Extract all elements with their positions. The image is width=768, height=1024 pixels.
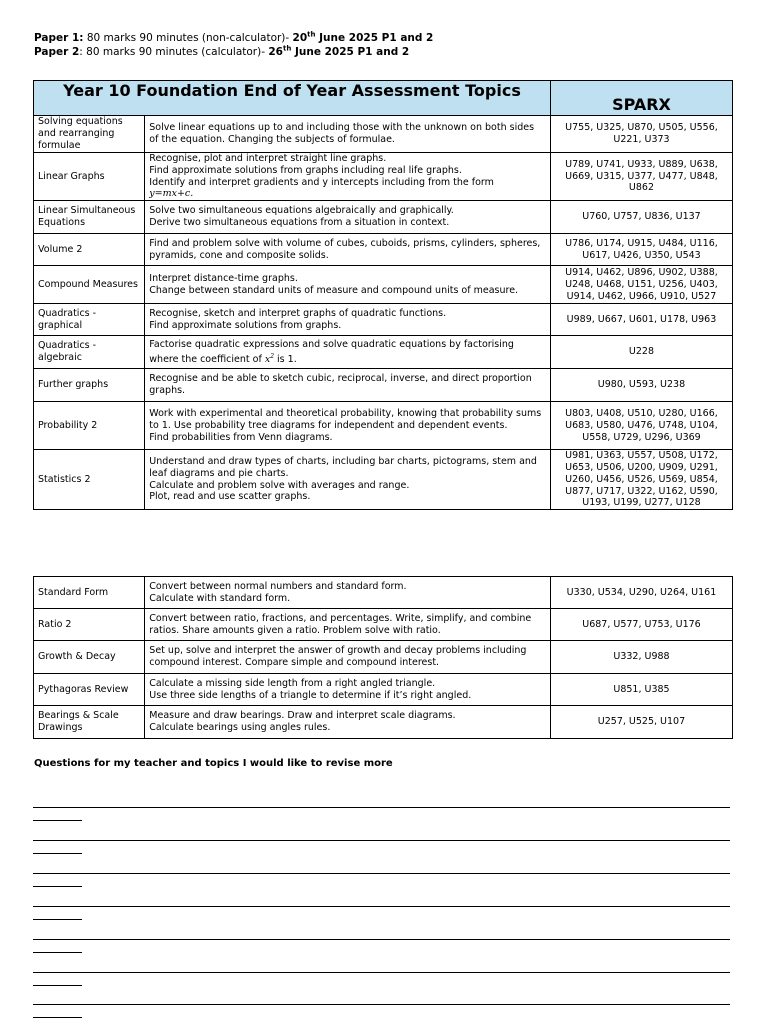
topic-row: [34, 116, 733, 153]
writing-line-end: [33, 985, 82, 986]
writing-line: [33, 873, 730, 874]
math-variable: $x^2$: [264, 352, 275, 365]
paper1-label: Paper 1:: [34, 32, 84, 44]
description-line: Convert between normal numbers and standard form.: [149, 580, 407, 592]
description-line: Use three side lengths of a triangle to determine if it’s right angled.: [149, 689, 472, 701]
paper1-text: 80 marks 90 minutes (non-calculator)-: [83, 32, 293, 44]
paper2-date: 26: [268, 46, 283, 58]
topic-row: [34, 234, 733, 266]
description-line: Solve linear equations up to and including those with the unknown on both sides of the equation. Changing the subjects of formulae.: [149, 122, 535, 145]
writing-line: [33, 906, 730, 907]
topic-name: Compound Measures: [34, 266, 145, 304]
topic-description: [145, 577, 551, 609]
topic-name: Statistics 2: [34, 450, 145, 510]
sparx-codes: U257, U525, U107: [550, 706, 732, 739]
topic-description: [145, 153, 551, 201]
sparx-codes: U330, U534, U290, U264, U161: [550, 577, 732, 609]
topic-name: Further graphs: [34, 369, 145, 402]
sparx-codes: U981, U363, U557, U508, U172, U653, U506, U200, U909, U291, U260, U456, U526, U569, U854, U877, U717, U322, U162, U590, U193, U199, U277, U128: [550, 450, 732, 510]
paper2-line: [34, 45, 433, 59]
topic-name: Bearings & Scale Drawings: [34, 706, 145, 739]
description-line: Recognise, plot and interpret straight line graphs.: [149, 153, 387, 164]
topic-description: [145, 369, 551, 402]
topic-name: Linear Simultaneous Equations: [34, 201, 145, 234]
topic-description: [145, 304, 551, 336]
sparx-codes: U914, U462, U896, U902, U388, U248, U468, U151, U256, U403, U914, U462, U966, U910, U527: [550, 266, 732, 304]
topic-name: Standard Form: [34, 577, 145, 609]
questions-heading: Questions for my teacher and topics I would like to revise more: [34, 758, 393, 769]
writing-line: [33, 972, 730, 973]
writing-line: [33, 1004, 730, 1005]
topic-row: [34, 153, 733, 201]
description-line: Understand and draw types of charts, including bar charts, pictograms, stem and leaf diagrams and pie charts.: [149, 456, 537, 479]
topics-table: [33, 80, 733, 510]
sparx-codes: U687, U577, U753, U176: [550, 609, 732, 641]
writing-line-end: [33, 820, 82, 821]
topic-name: Quadratics - graphical: [34, 304, 145, 336]
topic-description: [145, 450, 551, 510]
topic-row: [34, 369, 733, 402]
description-line: Find probabilities from Venn diagrams.: [149, 431, 333, 443]
topic-row: [34, 450, 733, 510]
paper1-line: [34, 31, 433, 45]
description-line: Find and problem solve with volume of cubes, cuboids, prisms, cylinders, spheres, pyramids, cone and composite solids.: [149, 237, 541, 261]
topic-name: Growth & Decay: [34, 641, 145, 674]
topic-name: Quadratics - algebraic: [34, 336, 145, 369]
writing-line-end: [33, 952, 82, 953]
paper2-date-rest: June 2025 P1 and 2: [291, 46, 410, 58]
topic-row: [34, 304, 733, 336]
description-line: Interpret distance-time graphs.: [149, 272, 298, 284]
topic-row: [34, 674, 733, 706]
sparx-header: SPARX: [550, 81, 732, 116]
sparx-codes: U851, U385: [550, 674, 732, 706]
topic-description: [145, 674, 551, 706]
topics-table-2: [33, 576, 733, 739]
topic-description: [145, 336, 551, 369]
description-line: Plot, read and use scatter graphs.: [149, 491, 311, 503]
description-line: Change between standard units of measure and compound units of measure.: [149, 284, 519, 296]
writing-line: [33, 840, 730, 841]
writing-line: [33, 939, 730, 940]
math-exponent: 2: [270, 352, 275, 360]
table-title: Year 10 Foundation End of Year Assessment Topics: [34, 81, 551, 116]
writing-line: [33, 807, 730, 808]
writing-line-end: [33, 919, 82, 920]
topic-row: [34, 609, 733, 641]
paper-info: [34, 31, 433, 59]
description-line: Recognise, sketch and interpret graphs of quadratic functions.: [149, 307, 447, 319]
sparx-codes: U980, U593, U238: [550, 369, 732, 402]
topic-description: [145, 609, 551, 641]
topic-row: [34, 706, 733, 739]
description-line: Solve two simultaneous equations algebraically and graphically.: [149, 205, 454, 217]
sparx-codes: U803, U408, U510, U280, U166, U683, U580, U476, U748, U104, U558, U729, U296, U369: [550, 402, 732, 450]
description-line: Identify and interpret gradients and y intercepts including from the form: [149, 176, 494, 188]
description-line: Measure and draw bearings. Draw and interpret scale diagrams.: [149, 710, 456, 722]
topic-description: [145, 116, 551, 153]
topic-description: [145, 706, 551, 739]
sparx-codes: U789, U741, U933, U889, U638, U669, U315, U377, U477, U848, U862: [550, 153, 732, 201]
topic-name: Linear Graphs: [34, 153, 145, 201]
description-line: Find approximate solutions from graphs including real life graphs.: [149, 164, 462, 176]
paper1-date-rest: June 2025 P1 and 2: [315, 32, 434, 44]
topic-description: [145, 201, 551, 234]
topic-row: [34, 336, 733, 369]
sparx-codes: U989, U667, U601, U178, U963: [550, 304, 732, 336]
sparx-codes: U786, U174, U915, U484, U116, U617, U426, U350, U543: [550, 234, 732, 266]
paper2-text: : 80 marks 90 minutes (calculator)-: [79, 46, 269, 58]
paper1-date-sup: th: [307, 30, 316, 39]
sparx-codes: U760, U757, U836, U137: [550, 201, 732, 234]
topic-row: [34, 641, 733, 674]
topic-name: Probability 2: [34, 402, 145, 450]
description-line: Calculate and problem solve with averages and range.: [149, 479, 410, 491]
paper2-date-sup: th: [282, 44, 292, 53]
sparx-codes: U332, U988: [550, 641, 732, 674]
description-line: Recognise and be able to sketch cubic, reciprocal, inverse, and direct proportion graphs.: [149, 373, 532, 397]
description-line: Calculate a missing side length from a right angled triangle.: [149, 677, 436, 689]
topic-name: Ratio 2: [34, 609, 145, 641]
topic-row: [34, 577, 733, 609]
topic-row: [34, 266, 733, 304]
topic-description: [145, 266, 551, 304]
paper1-date: 20: [292, 32, 308, 44]
paper2-label: Paper 2: [34, 46, 80, 58]
topic-name: Volume 2: [34, 234, 145, 266]
topic-row: [34, 402, 733, 450]
description-line: Factorise quadratic expressions and solve quadratic equations by factorising where the coefficient of $x^2$ is 1.: [149, 338, 514, 365]
topic-description: [145, 234, 551, 266]
topic-description: [145, 402, 551, 450]
topic-description: [145, 641, 551, 674]
topic-name: Solving equations and rearranging formulae: [34, 116, 145, 153]
writing-line-end: [33, 1017, 82, 1018]
description-line: Derive two simultaneous equations from a situation in context.: [149, 217, 450, 229]
description-tail: is 1.: [274, 353, 297, 365]
description-line: Calculate with standard form.: [149, 592, 291, 604]
description-line: Convert between ratio, fractions, and percentages. Write, simplify, and combine ratios. Share amounts given a ratio. Problem solve with ratio.: [149, 612, 532, 636]
sparx-codes: U755, U325, U870, U505, U556, U221, U373: [550, 116, 732, 153]
formula: y=mx+c.: [149, 188, 194, 200]
description-line: Set up, solve and interpret the answer of growth and decay problems including compound interest. Compare simple and compound interest.: [149, 645, 527, 668]
description-line: Calculate bearings using angles rules.: [149, 722, 331, 733]
topic-row: [34, 201, 733, 234]
description-line: Work with experimental and theoretical probability, knowing that probability sums to 1. Use probability tree diagrams for independent and dependent events.: [149, 407, 542, 431]
description-line: Find approximate solutions from graphs.: [149, 319, 342, 331]
writing-line-end: [33, 886, 82, 887]
sparx-codes: U228: [550, 336, 732, 369]
writing-line-end: [33, 853, 82, 854]
topic-name: Pythagoras Review: [34, 674, 145, 706]
